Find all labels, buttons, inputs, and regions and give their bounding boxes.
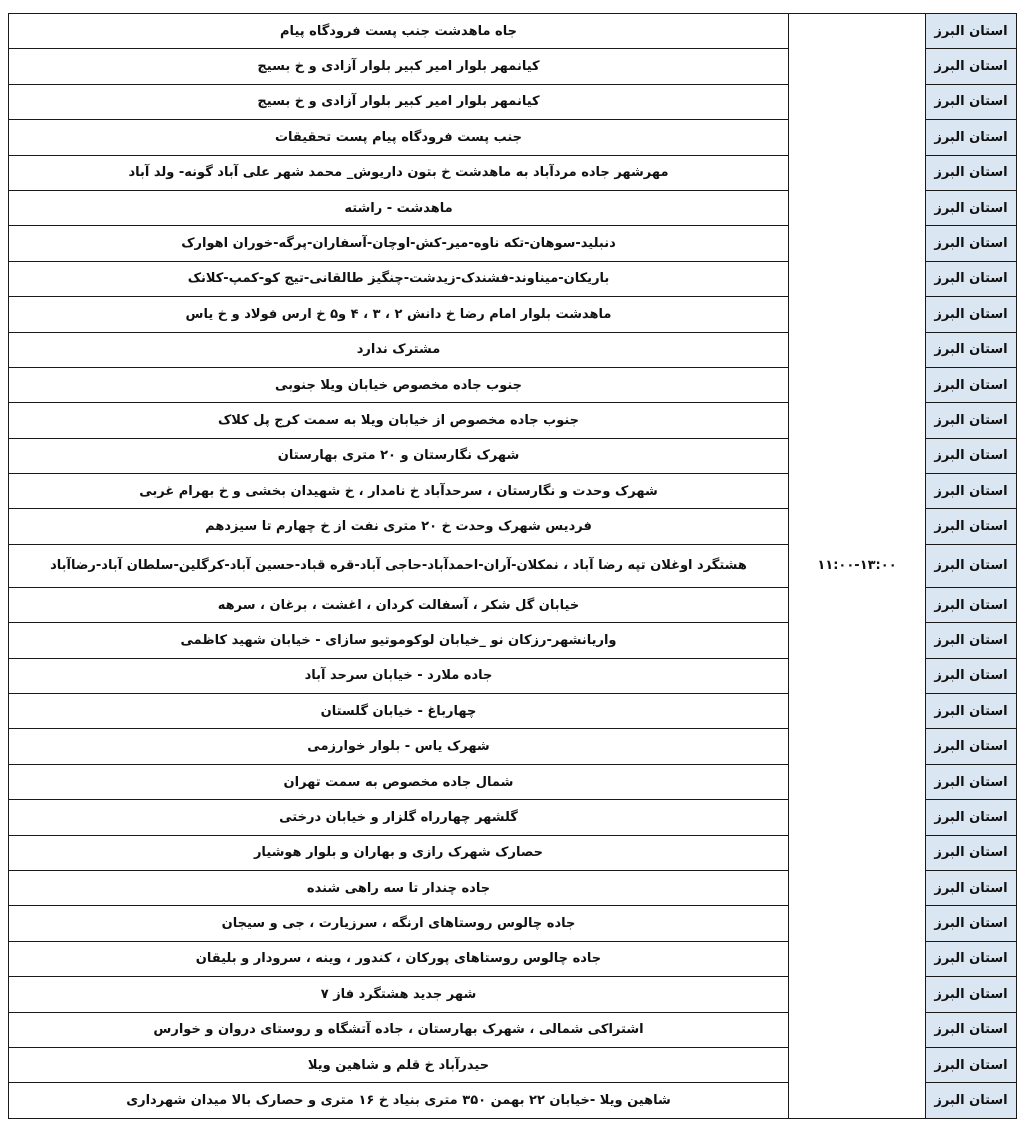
area-cell: جاده چندار تا سه راهی شنده [9, 870, 789, 905]
area-cell: دنبلید-سوهان-تکه ناوه-میر-کش-اوچان-آسفاران-پرگه-خوران اهوارک [9, 226, 789, 261]
area-cell: مهرشهر جاده مردآباد به ماهدشت خ بتون داریوش_ محمد شهر علی آباد گونه- ولد آباد [9, 155, 789, 190]
province-cell: استان البرز [926, 438, 1017, 473]
area-cell: شهرک وحدت و نگارستان ، سرحدآباد خ نامدار ، خ شهیدان بخشی و خ بهرام غربی [9, 474, 789, 509]
province-cell: استان البرز [926, 870, 1017, 905]
province-cell: استان البرز [926, 658, 1017, 693]
area-cell: شاهین ویلا -خیابان ۲۲ بهمن ۳۵۰ متری بنیاد خ ۱۶ متری و حصارک بالا میدان شهرداری [9, 1083, 789, 1118]
province-cell: استان البرز [926, 1083, 1017, 1118]
province-cell: استان البرز [926, 14, 1017, 49]
table-body [9, 14, 1017, 1119]
area-cell: اشتراکی شمالی ، شهرک بهارستان ، جاده آتشگاه و روستای دروان و خوارس [9, 1012, 789, 1047]
province-cell: استان البرز [926, 694, 1017, 729]
area-cell: شهرک یاس - بلوار خوارزمی [9, 729, 789, 764]
area-cell: باریکان-میناوند-فشندک-زیدشت-چنگیز طالقانی-تیج کو-کمپ-کلانک [9, 261, 789, 296]
area-cell: کیانمهر بلوار امیر کبیر بلوار آزادی و خ بسیج [9, 84, 789, 119]
province-cell: استان البرز [926, 835, 1017, 870]
province-cell: استان البرز [926, 800, 1017, 835]
province-cell: استان البرز [926, 544, 1017, 587]
province-cell: استان البرز [926, 906, 1017, 941]
province-cell: استان البرز [926, 764, 1017, 799]
province-cell: استان البرز [926, 155, 1017, 190]
outage-schedule-table [8, 13, 1017, 1119]
area-cell: فردیس شهرک وحدت خ ۲۰ متری نفت از خ چهارم تا سیزدهم [9, 509, 789, 544]
area-cell: مشترک ندارد [9, 332, 789, 367]
province-cell: استان البرز [926, 941, 1017, 976]
province-cell: استان البرز [926, 84, 1017, 119]
province-cell: استان البرز [926, 367, 1017, 402]
province-cell: استان البرز [926, 977, 1017, 1012]
area-cell: واریانشهر-رزکان نو _خیابان لوکوموتیو سازای - خیابان شهید کاظمی [9, 623, 789, 658]
area-cell: شهرک نگارستان و ۲۰ متری بهارستان [9, 438, 789, 473]
area-cell: شهر جدید هشتگرد فاز ۷ [9, 977, 789, 1012]
area-cell: خیابان گل شکر ، آسفالت کردان ، اغشت ، برغان ، سرهه [9, 587, 789, 622]
province-cell: استان البرز [926, 120, 1017, 155]
province-cell: استان البرز [926, 509, 1017, 544]
area-cell: حیدرآباد خ قلم و شاهین ویلا [9, 1047, 789, 1082]
table-row [9, 14, 1017, 49]
area-cell: جاده ملارد - خیابان سرحد آباد [9, 658, 789, 693]
area-cell: جنب پست فرودگاه پیام پست تحقیقات [9, 120, 789, 155]
province-cell: استان البرز [926, 332, 1017, 367]
area-cell: جاده چالوس روستاهای ارنگه ، سرزیارت ، جی و سیجان [9, 906, 789, 941]
area-cell: ماهدشت بلوار امام رضا خ دانش ۲ ، ۳ ، ۴ و۵ خ ارس فولاد و خ یاس [9, 297, 789, 332]
area-cell: کیانمهر بلوار امیر کبیر بلوار آزادی و خ بسیج [9, 49, 789, 84]
outage-time-cell: ۱۱:۰۰-۱۳:۰۰ [789, 14, 926, 1119]
province-cell: استان البرز [926, 587, 1017, 622]
area-cell: هشتگرد اوغلان تپه رضا آباد ، نمکلان-آران-احمدآباد-حاجی آباد-قره قباد-حسین آباد-کرگلین-سلطان آباد-رضاآباد [9, 544, 789, 587]
province-cell: استان البرز [926, 474, 1017, 509]
province-cell: استان البرز [926, 297, 1017, 332]
outage-schedule-sheet [8, 13, 1016, 1119]
province-cell: استان البرز [926, 190, 1017, 225]
province-cell: استان البرز [926, 261, 1017, 296]
province-cell: استان البرز [926, 403, 1017, 438]
area-cell: گلشهر چهارراه گلزار و خیابان درختی [9, 800, 789, 835]
province-cell: استان البرز [926, 729, 1017, 764]
province-cell: استان البرز [926, 1047, 1017, 1082]
area-cell: جاه ماهدشت جنب پست فرودگاه پیام [9, 14, 789, 49]
province-cell: استان البرز [926, 623, 1017, 658]
province-cell: استان البرز [926, 49, 1017, 84]
area-cell: جنوب جاده مخصوص از خیابان ویلا به سمت کرج پل کلاک [9, 403, 789, 438]
area-cell: جاده چالوس روستاهای پورکان ، کندور ، وینه ، سرودار و بلیقان [9, 941, 789, 976]
province-cell: استان البرز [926, 226, 1017, 261]
area-cell: حصارک شهرک رازی و بهاران و بلوار هوشیار [9, 835, 789, 870]
area-cell: جنوب جاده مخصوص خیابان ویلا جنوبی [9, 367, 789, 402]
area-cell: چهارباغ - خیابان گلستان [9, 694, 789, 729]
province-cell: استان البرز [926, 1012, 1017, 1047]
area-cell: شمال جاده مخصوص به سمت تهران [9, 764, 789, 799]
area-cell: ماهدشت - راشته [9, 190, 789, 225]
